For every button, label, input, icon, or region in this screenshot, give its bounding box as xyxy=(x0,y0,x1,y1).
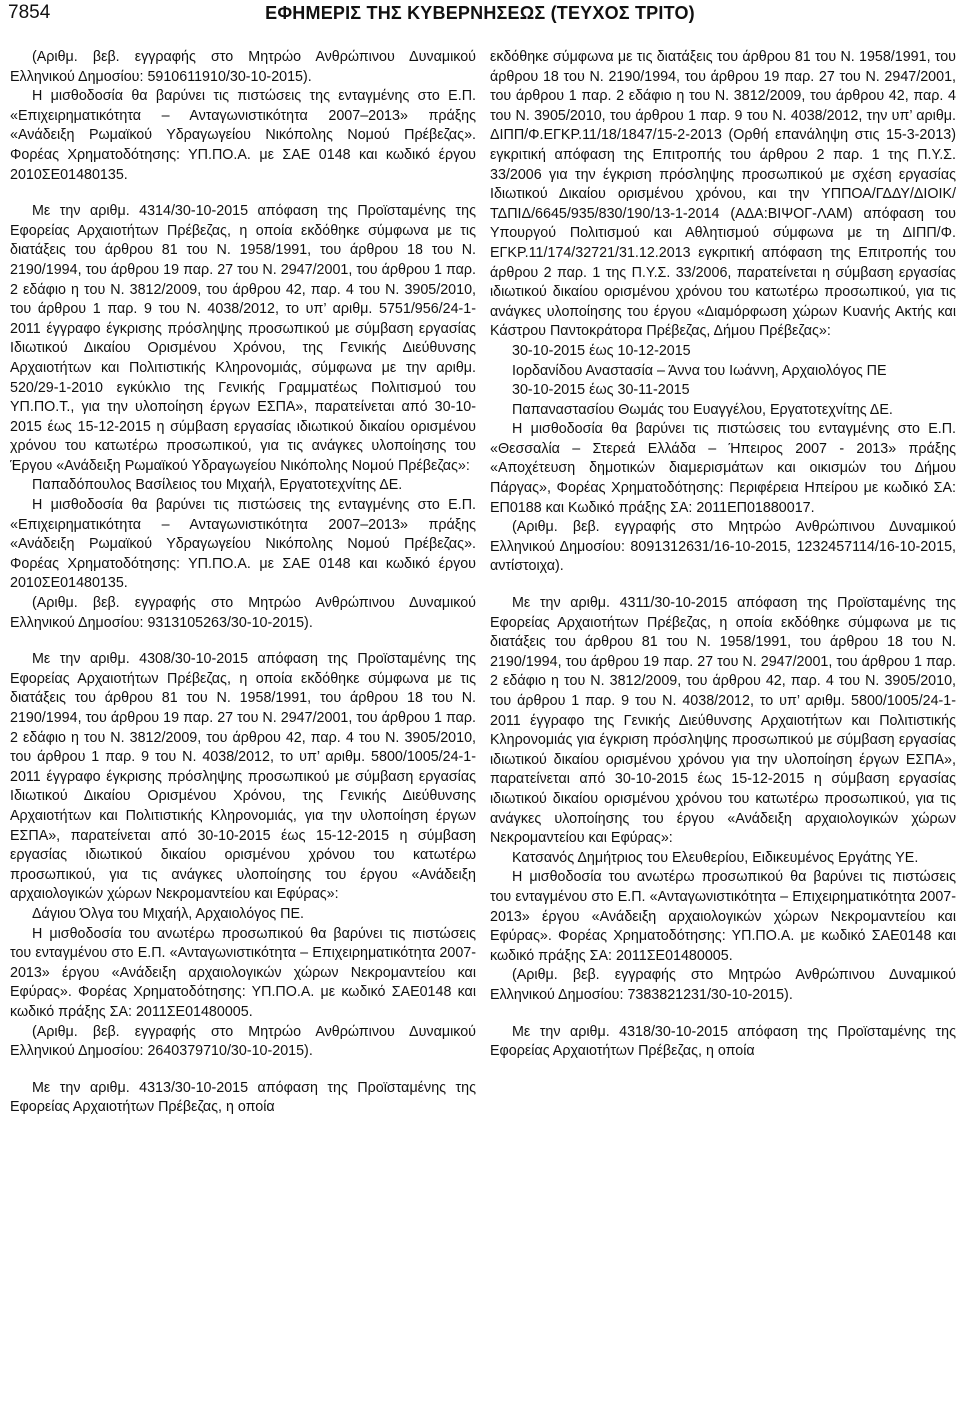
paragraph: 30-10-2015 έως 30-11-2015 xyxy=(512,382,690,399)
page-header xyxy=(0,0,960,30)
paragraph: εκδόθηκε σύμφωνα με τις διατάξεις του άρθρου 81 του Ν. 1958/1991, του άρθρου 18 του Ν. 2190/1994, του άρθρου 19 παρ. 27 του Ν. 2947/2001, του άρθρου 1 παρ. 2 εδάφιο η του Ν. 3812/2009, του άρθρου 42, παρ. 4 του Ν. 3905/2010, του άρθρου 1 παρ. 9 του Ν. 4038/2012, την υπ’ αριθμ. ΔΙΠΠ/Φ.ΕΓΚΡ.11/18/1847/15-2-2013 (Ορθή επανάληψη στις 15-3-2013) εγκριτική απόφαση της Επιτροπής του άρθρου 2 παρ. 1 της Π.Υ.Σ. 33/2006 για την έγκριση πρόσληψης προσωπικού με σχέση εργασίας Ιδιωτικού Δικαίου ορισμένου χρόνου, και την ΥΠΠΟΑ/ΓΔΔΥ/ΔΙΟΙΚ/ΤΔΠΙΔ/6645/935/830/190/13-1-2014 (ΑΔΑ:ΒΙΨΟΓ-ΛΑΜ) απόφαση του Υπουργού Πολιτισμού και Αθλητισμού σύμφωνα με τη ΔΙΠΠ/Φ. ΕΓΚΡ.11/174/32721/31.12.2013 εγκριτική απόφαση της Επιτροπής του άρθρου 2 παρ. 1 της Π.Υ.Σ. 33/2006, παρατείνεται η σύμβαση εργασίας ιδιωτικού δικαίου ορισμένου χρόνου του κατωτέρω προσωπικού, για τις ανάγκες υλοποίησης του έργου «Διαμόρφωση χώρων Κυανής Ακτής και Κάστρου Παντοκράτορα Πρέβεζας, Δήμου Πρέβεζας»: xyxy=(490,49,956,340)
paragraph: Η μισθοδοσία θα βαρύνει τις πιστώσεις της ενταγμένης στο Ε.Π. «Επιχειρηματικότητα – Ανταγωνιστικότητα 2007–2013» πράξης «Ανάδειξη Ρωμαϊκού Υδραγωγείου Νικόπολης Νομού Πρέβεζας». Φορέας Χρηματοδότησης: ΥΠ.ΠΟ.Α. με ΣΑΕ 0148 και κωδικό έργου 2010ΣΕ01480135. xyxy=(10,497,476,592)
right-column xyxy=(490,48,956,1417)
paragraph: (Αριθμ. βεβ. εγγραφής στο Μητρώο Ανθρώπινου Δυναμικού Ελληνικού Δημοσίου: 5910611910/30-10-2015). xyxy=(10,49,476,85)
paragraph: Η μισθοδοσία του ανωτέρω προσωπικού θα βαρύνει τις πιστώσεις του ενταγμένου στο Ε.Π. «Ανταγωνιστικότητα – Επιχειρηματικότητα 2007-2013» έργου «Ανάδειξη αρχαιολογικών χώρων Νεκρομαντείου και Εφύρας». Φορέας Χρηματοδότησης: ΥΠ.ΠΟ.Α. με κωδικό ΣΑΕ0148 και κωδικό πράξης ΣΑ: 2011ΣΕ01480005. xyxy=(490,869,956,964)
paragraph: Με την αριθμ. 4314/30-10-2015 απόφαση της Προϊσταμένης της Εφορείας Αρχαιοτήτων Πρέβεζας, η οποία εκδόθηκε σύμφωνα με τις διατάξεις του άρθρου 81 του Ν. 1958/1991, του άρθρου 18 του Ν. 2190/1994, του άρθρου 19 παρ. 27 του Ν. 2947/2001, του άρθρου 1 παρ. 2 εδάφιο η του Ν. 3812/2009, του άρθρου 42, παρ. 4 του Ν. 3905/2010, του άρθρου 1 παρ. 9 του Ν. 4038/2012, το υπ’ αριθμ. 5751/956/24-1-2011 έγγραφο έγκρισης πρόσληψης προσωπικού με σύμβαση εργασίας Ιδιωτικού Δικαίου Ορισμένου Χρόνου, της Γενικής Διεύθυνσης Αρχαιοτήτων και Πολιτιστικής Κληρονομιάς, σύμφωνα με την αριθμ. 520/29-1-2010 εγκύκλιο της Γενικής Γραμματέως Πολιτισμού του ΥΠ.ΠΟ.Τ., για την υλοποίηση έργων ΕΣΠΑ», παρατείνεται από 30-10-2015 έως 15-12-2015 η σύμβαση εργασίας ιδιωτικού δικαίου ορισμένου χρόνου του κατωτέρω προσωπικού, για τις ανάγκες υλοποίησης του Έργου «Ανάδειξη Ρωμαϊκού Υδραγωγείου Νικόπολης Νομού Πρέβεζας»: xyxy=(10,203,476,474)
paragraph: Η μισθοδοσία του ανωτέρω προσωπικού θα βαρύνει τις πιστώσεις του ενταγμένου στο Ε.Π. «Ανταγωνιστικότητα – Επιχειρηματικότητα 2007-2013» έργου «Ανάδειξη αρχαιολογικών χώρων Νεκρομαντείου και Εφύρας». Φορέας Χρηματοδότησης: ΥΠ.ΠΟ.Α. με κωδικό ΣΑΕ0148 και κωδικό πράξης ΣΑ: 2011ΣΕ01480005. xyxy=(10,925,476,1020)
paragraph: Με την αριθμ. 4311/30-10-2015 απόφαση της Προϊσταμένης της Εφορείας Αρχαιοτήτων Πρέβεζας, η οποία εκδόθηκε σύμφωνα με τις διατάξεις του άρθρου 81 του Ν. 1958/1991, του άρθρου 18 του Ν. 2190/1994, του άρθρου 19 παρ. 27 του Ν. 2947/2001, του άρθρου 1 παρ. 2 εδάφιο η του Ν. 3812/2009, του άρθρου 42, παρ. 4 του Ν. 3905/2010, του άρθρου 1 παρ. 9 του Ν. 4038/2012, το υπ’ αριθμ. 5800/1005/24-1-2011 έγγραφο της Γενικής Διεύθυνσης Αρχαιοτήτων και Πολιτιστικής Κληρονομιάς για έγκριση πρόσληψης προσωπικού με σύμβαση εργασίας ιδιωτικού δικαίου ορισμένου χρόνου για την υλοποίηση έργων ΕΣΠΑ», παρατείνεται από 30-10-2015 έως 15-12-2015 η σύμβαση εργασίας ιδιωτικού δικαίου ορισμένου χρόνου του κατωτέρω προσωπικού, για τις ανάγκες υλοποίησης του έργου «Ανάδειξη αρχαιολογικών χώρων Νεκρομαντείου και Εφύρας»: xyxy=(490,595,956,847)
paragraph: Παπαδόπουλος Βασίλειος του Μιχαήλ, Εργατοτεχνίτης ΔΕ. xyxy=(32,477,403,494)
paragraph: Με την αριθμ. 4318/30-10-2015 απόφαση της Προϊσταμένης της Εφορείας Αρχαιοτήτων Πρέβεζας, η οποία xyxy=(490,1023,956,1060)
paragraph: (Αριθμ. βεβ. εγγραφής στο Μητρώο Ανθρώπινου Δυναμικού Ελληνικού Δημοσίου: 9313105263/30-10-2015). xyxy=(10,595,476,631)
paragraph: (Αριθμ. βεβ. εγγραφής στο Μητρώο Ανθρώπινου Δυναμικού Ελληνικού Δημοσίου: 8091312631/16-10-2015, 1232457114/16-10-2015, αντίστοιχα). xyxy=(490,519,956,575)
paragraph: Κατσανός Δημήτριος του Ελευθερίου, Ειδικευμένος Εργάτης ΥΕ. xyxy=(512,849,919,866)
gazette-title: ΕΦΗΜΕΡΙΣ ΤΗΣ ΚΥΒΕΡΝΗΣΕΩΣ (ΤΕΥΧΟΣ ΤΡΙΤΟ) xyxy=(265,3,695,23)
paragraph: 30-10-2015 έως 10-12-2015 xyxy=(512,342,691,359)
paragraph: Η μισθοδοσία θα βαρύνει τις πιστώσεις του ενταγμένης στο Ε.Π. «Θεσσαλία – Στερεά Ελλάδα – Ήπειρος 2007 - 2013» πράξης «Αποχέτευση δημοτικών διαμερισμάτων και οικισμών του Δήμου Πάργας», Φορέας Χρηματοδότησης: Περιφέρεια Ηπείρου με κωδικό ΣΑ: ΕΠ0188 και Κωδικό πράξης ΣΑ: 2011ΕΠ01880017. xyxy=(490,421,956,516)
paragraph: (Αριθμ. βεβ. εγγραφής στο Μητρώο Ανθρώπινου Δυναμικού Ελληνικού Δημοσίου: 7383821231/30-10-2015). xyxy=(490,967,956,1003)
paragraph: Η μισθοδοσία θα βαρύνει τις πιστώσεις της ενταγμένης στο Ε.Π. «Επιχειρηματικότητα – Ανταγωνιστικότητα 2007–2013» πράξης «Ανάδειξη Ρωμαϊκού Υδραγωγείου Νικόπολης Νομού Πρέβεζας». Φορέας Χρηματοδότησης: ΥΠ.ΠΟ.Α. με ΣΑΕ 0148 και κωδικό έργου 2010ΣΕ01480135. xyxy=(10,88,476,183)
paragraph: Με την αριθμ. 4313/30-10-2015 απόφαση της Προϊσταμένης της Εφορείας Αρχαιοτήτων Πρέβεζας, η οποία xyxy=(10,1079,476,1116)
left-column xyxy=(10,48,476,1417)
paragraph: Δάγιου Όλγα του Μιχαήλ, Αρχαιολόγος ΠΕ. xyxy=(32,905,304,922)
paragraph: Παπαναστασίου Θωμάς του Ευαγγέλου, Εργατοτεχνίτης ΔΕ. xyxy=(512,401,893,418)
page-number: 7854 xyxy=(8,2,51,23)
paragraph: (Αριθμ. βεβ. εγγραφής στο Μητρώο Ανθρώπινου Δυναμικού Ελληνικού Δημοσίου: 2640379710/30-10-2015). xyxy=(10,1023,476,1060)
paragraph: Με την αριθμ. 4308/30-10-2015 απόφαση της Προϊσταμένης της Εφορείας Αρχαιοτήτων Πρέβεζας, η οποία εκδόθηκε σύμφωνα με τις διατάξεις του άρθρου 81 του Ν. 1958/1991, του άρθρου 18 του Ν. 2190/1994, του άρθρου 19 παρ. 27 του Ν. 2947/2001, του άρθρου 1 παρ. 2 εδάφιο η του Ν. 3812/2009, του άρθρου 42, παρ. 4 του Ν. 3905/2010, του άρθρου 1 παρ. 9 του Ν. 4038/2012, το υπ’ αριθμ. 5800/1005/24-1-2011 έγγραφο έγκρισης πρόσληψης προσωπικού με σύμβαση εργασίας Ιδιωτικού Δικαίου Ορισμένου Χρόνου, της Γενικής Διεύθυνσης Αρχαιοτήτων και Πολιτιστικής Κληρονομιάς, για την υλοποίηση έργων ΕΣΠΑ», παρατείνεται από 30-10-2015 έως 15-12-2015 η σύμβαση εργασίας ιδιωτικού δικαίου ορισμένου χρόνου του κατωτέρω προσωπικού, για τις ανάγκες υλοποίησης του έργου «Ανάδειξη αρχαιολογικών χώρων Νεκρομαντείου και Εφύρας»: xyxy=(10,651,476,903)
paragraph: Ιορδανίδου Αναστασία – Άννα του Ιωάννη, Αρχαιολόγος ΠΕ xyxy=(512,362,887,379)
